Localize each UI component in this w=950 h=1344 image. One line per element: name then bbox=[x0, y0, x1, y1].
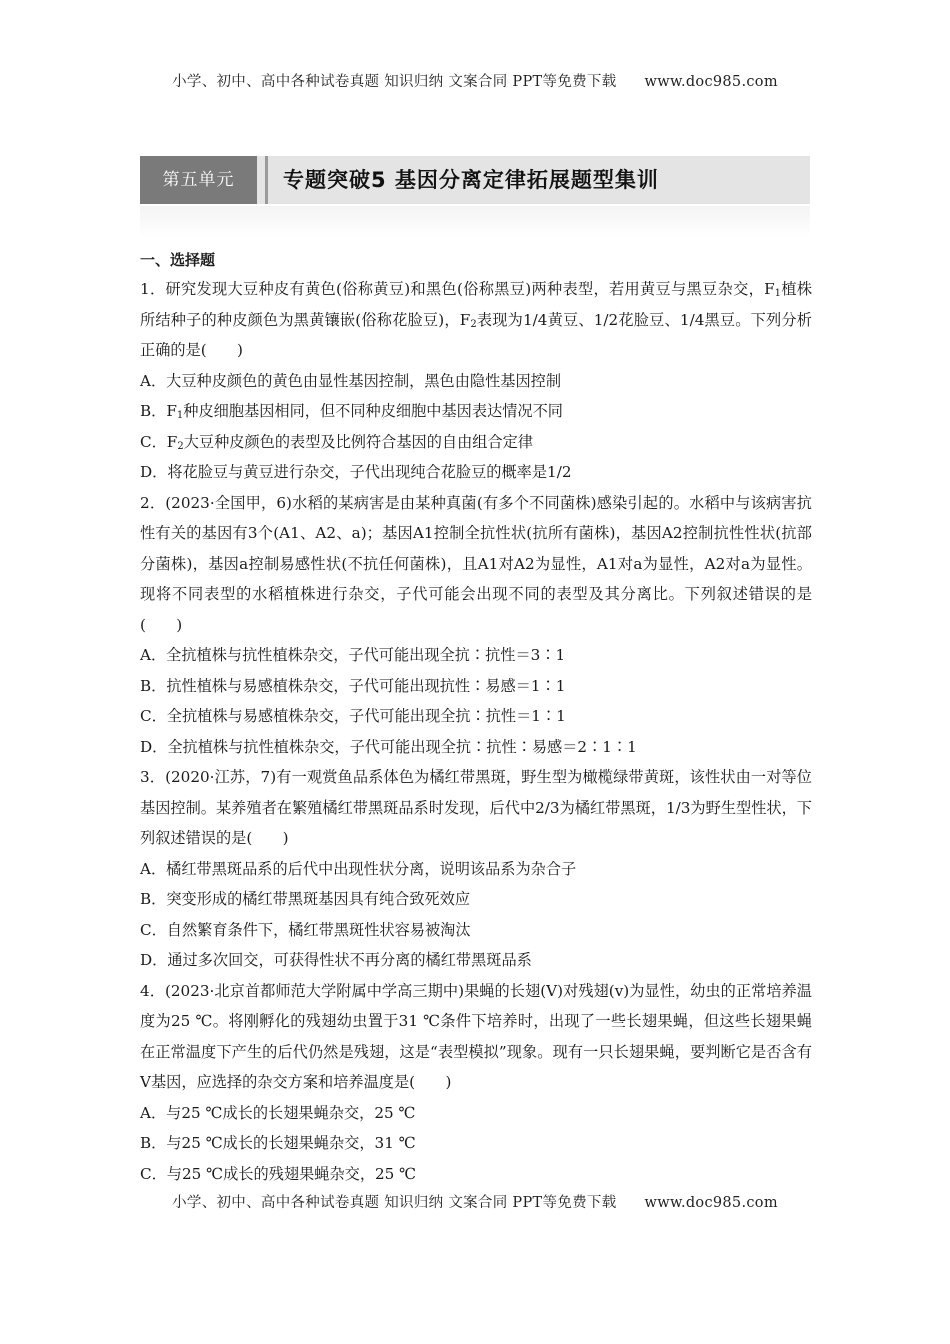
q3-option-b: B．突变形成的橘红带黑斑基因具有纯合致死效应 bbox=[140, 890, 471, 908]
q2-option-c: C．全抗植株与易感植株杂交，子代可能出现全抗∶抗性＝1∶1 bbox=[140, 707, 566, 725]
section-heading: 一、选择题 bbox=[140, 251, 216, 269]
q3-option-d: D．通过多次回交，可获得性状不再分离的橘红带黑斑品系 bbox=[140, 951, 532, 969]
q4-option-b: B．与25 ℃成长的长翅果蝇杂交，31 ℃ bbox=[140, 1134, 416, 1152]
q1-option-c-text: 大豆种皮颜色的表型及比例符合基因的自由组合定律 bbox=[183, 432, 534, 451]
q1-subscript: 1 bbox=[774, 288, 781, 299]
document-body bbox=[140, 246, 812, 1189]
page-footer bbox=[0, 1191, 950, 1212]
q1-option-c-subscript: 2 bbox=[177, 440, 184, 452]
footer-url[interactable]: www.doc985.com bbox=[644, 1195, 778, 1211]
header-text: 小学、初中、高中各种试卷真题 知识归纳 文案合同 PPT等免费下载 bbox=[172, 74, 617, 90]
q2-option-a: A．全抗植株与抗性植株杂交，子代可能出现全抗∶抗性＝3∶1 bbox=[140, 646, 566, 664]
q1-stem-part: 表现为1/4黄豆、1/2花脸豆、1/4黑豆。下列分析正确的是( ) bbox=[140, 310, 812, 359]
unit-label: 第五单元 bbox=[140, 156, 257, 204]
q1-subscript: 2 bbox=[470, 318, 477, 330]
q1-option-c-prefix: C．F bbox=[140, 432, 178, 451]
question-4-stem: 4．(2023·北京首都师范大学附属中学高三期中)果蝇的长翅(V)对残翅(v)为显性，幼虫的正常培养温度为25 ℃。将刚孵化的残翅幼虫置于31 ℃条件下培养时，出现了一些长翅果蝇，但这些长翅果蝇在正常温度下产生的后代仍然是残翅，这是“表型模拟”现象。现有一只长翅果蝇，要判断它是否含有V基因，应选择的杂交方案和培养温度是( ) bbox=[140, 981, 812, 1091]
q1-option-b-subscript: 1 bbox=[176, 410, 184, 421]
page-header bbox=[0, 70, 950, 91]
q4-option-a: A．与25 ℃成长的长翅果蝇杂交，25 ℃ bbox=[140, 1103, 416, 1122]
question-3-stem: 3．(2020·江苏，7)有一观赏鱼品系体色为橘红带黑斑，野生型为橄榄绿带黄斑，该性状由一对等位基因控制。某养殖者在繁殖橘红带黑斑品系时发现，后代中2/3为橘红带黑斑，1/3为野生型性状，下列叙述错误的是( ) bbox=[140, 768, 812, 847]
header-url[interactable]: www.doc985.com bbox=[644, 74, 778, 90]
q2-option-d: D．全抗植株与抗性植株杂交，子代可能出现全抗∶抗性∶易感＝2∶1∶1 bbox=[140, 737, 637, 756]
question-1-stem bbox=[140, 274, 812, 366]
q1-option-d: D．将花脸豆与黄豆进行杂交，子代出现纯合花脸豆的概率是1/2 bbox=[140, 463, 572, 481]
q4-option-c: C．与25 ℃成长的残翅果蝇杂交，25 ℃ bbox=[140, 1164, 417, 1183]
q3-option-c: C．自然繁育条件下，橘红带黑斑性状容易被淘汰 bbox=[140, 920, 471, 939]
q1-stem-part: 植株所结种子的种皮颜色为黑黄镶嵌(俗称花脸豆)，F bbox=[140, 280, 813, 329]
q1-option-b-prefix: B．F bbox=[140, 402, 177, 420]
question-2-stem: 2．(2023·全国甲，6)水稻的某病害是由某种真菌(有多个不同菌株)感染引起的。水稻中与该病害抗性有关的基因有3个(A1、A2、a)；基因A1控制全抗性状(抗所有菌株)，基因A2控制抗性性状(抗部分菌株)，基因a控制易感性状(不抗任何菌株)，且A1对A2为显性，A1对a为显性，A2对a为显性。现将不同表型的水稻植株进行杂交，子代可能会出现不同的表型及其分离比。下列叙述错误的是( ) bbox=[140, 493, 812, 634]
q1-option-b bbox=[140, 396, 812, 427]
q3-option-a: A．橘红带黑斑品系的后代中出现性状分离，说明该品系为杂合子 bbox=[140, 859, 577, 878]
q1-option-b-text: 种皮细胞基因相同，但不同种皮细胞中基因表达情况不同 bbox=[183, 402, 563, 420]
banner-shadow bbox=[140, 206, 810, 238]
page-title: 专题突破5 基因分离定律拓展题型集训 bbox=[283, 168, 659, 192]
footer-text: 小学、初中、高中各种试卷真题 知识归纳 文案合同 PPT等免费下载 bbox=[172, 1195, 617, 1211]
q1-option-c bbox=[140, 427, 812, 458]
unit-banner bbox=[140, 144, 810, 238]
q1-stem-part: 1．研究发现大豆种皮有黄色(俗称黄豆)和黑色(俗称黑豆)两种表型，若用黄豆与黑豆杂交，F bbox=[140, 280, 775, 298]
banner-divider bbox=[265, 156, 268, 204]
q2-option-b: B．抗性植株与易感植株杂交，子代可能出现抗性∶易感＝1∶1 bbox=[140, 676, 566, 695]
q1-option-a: A．大豆种皮颜色的黄色由显性基因控制，黑色由隐性基因控制 bbox=[140, 371, 562, 390]
